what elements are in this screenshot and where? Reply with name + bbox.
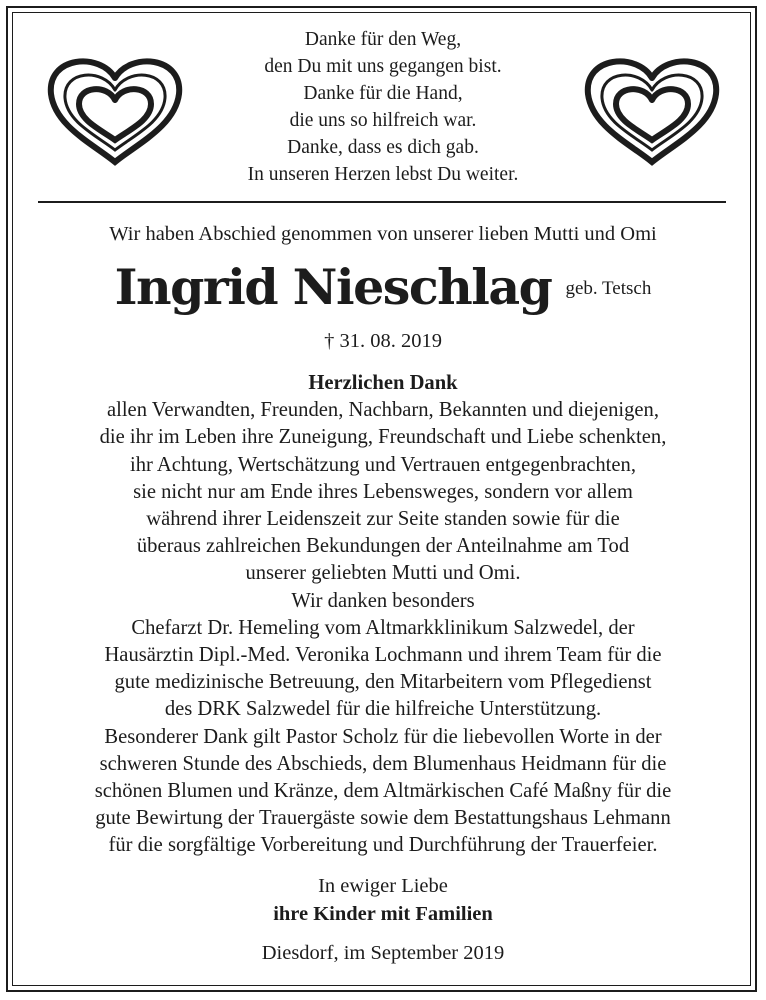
thanks-line: sie nicht nur am Ende ihres Lebensweges, sondern vor allem <box>133 480 633 503</box>
poem-line: Danke, dass es dich gab. <box>287 137 479 158</box>
thanks-line: Besonderer Dank gilt Pastor Scholz für die liebevollen Worte in der <box>104 725 662 748</box>
thanks-line: gute Bewirtung der Trauergäste sowie dem Bestattungshaus Lehmann <box>95 807 671 830</box>
name-row <box>0 250 766 324</box>
deceased-name: Ingrid Nieschlag <box>114 258 552 316</box>
place-date: Diesdorf, im September 2019 <box>261 942 505 964</box>
thanks-line: des DRK Salzwedel für die hilfreiche Unterstützung. <box>164 698 602 721</box>
closing-line: In ewiger Liebe <box>318 875 448 897</box>
poem-line: Danke für die Hand, <box>303 83 463 104</box>
poem-line: In unseren Herzen lebst Du weiter. <box>247 164 519 185</box>
thanks-text <box>20 370 746 860</box>
thanks-line: Wir danken besonders <box>291 589 475 612</box>
thanks-heading: Herzlichen Dank <box>308 372 458 394</box>
thanks-line: gute medizinische Betreuung, den Mitarbeitern vom Pflegedienst <box>114 671 652 694</box>
divider-line <box>38 201 726 203</box>
poem <box>150 26 616 188</box>
poem-line: den Du mit uns gegangen bist. <box>264 56 502 77</box>
thanks-line: unserer geliebten Mutti und Omi. <box>245 562 521 585</box>
signature: ihre Kinder mit Familien <box>273 903 493 925</box>
poem-line: die uns so hilfreich war. <box>289 110 477 131</box>
thanks-line: Hausärztin Dipl.-Med. Veronika Lochmann und ihrem Team für die <box>104 644 662 667</box>
death-date: † 31. 08. 2019 <box>324 330 442 352</box>
thanks-line: überaus zahlreichen Bekundungen der Anteilnahme am Tod <box>136 535 630 558</box>
thanks-line: schweren Stunde des Abschieds, dem Blumenhaus Heidmann für die <box>99 752 667 775</box>
thanks-line: die ihr im Leben ihre Zuneigung, Freundschaft und Liebe schenkten, <box>99 426 667 449</box>
thanks-line: während ihrer Leidenszeit zur Seite standen sowie für die <box>146 508 620 531</box>
thanks-line: ihr Achtung, Wertschätzung und Vertrauen entgegenbrachten, <box>130 453 636 476</box>
poem-line: Danke für den Weg, <box>304 29 462 50</box>
closing <box>0 872 766 928</box>
thanks-line: für die sorgfältige Vorbereitung und Durchführung der Trauerfeier. <box>108 834 658 857</box>
thanks-line: Chefarzt Dr. Hemeling vom Altmarkklinikum Salzwedel, der <box>131 616 635 639</box>
thanks-line: allen Verwandten, Freunden, Nachbarn, Bekannten und diejenigen, <box>106 399 660 422</box>
thanks-line: schönen Blumen und Kränze, dem Altmärkischen Café Maßny für die <box>94 780 672 803</box>
intro-text: Wir haben Abschied genommen von unserer lieben Mutti und Omi <box>109 223 657 245</box>
maiden-name: geb. Tetsch <box>565 278 652 299</box>
